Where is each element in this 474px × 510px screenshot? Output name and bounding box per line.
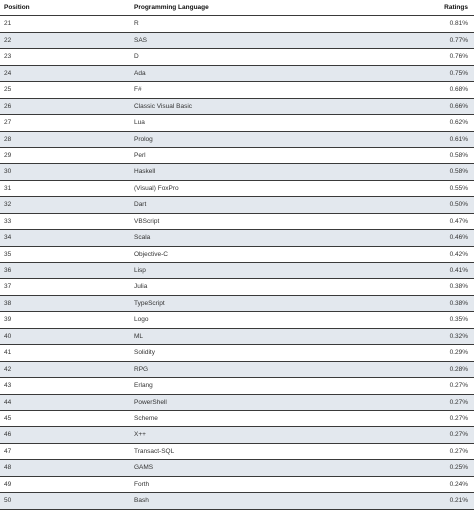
language-cell: Haskell bbox=[134, 164, 388, 180]
ratings-cell: 0.27% bbox=[388, 443, 474, 459]
position-cell: 36 bbox=[0, 263, 134, 279]
language-cell: Forth bbox=[134, 476, 388, 492]
position-cell: 31 bbox=[0, 180, 134, 196]
table-row bbox=[0, 180, 474, 196]
ratings-cell: 0.27% bbox=[388, 427, 474, 443]
position-cell: 49 bbox=[0, 476, 134, 492]
table-row bbox=[0, 98, 474, 114]
ratings-cell: 0.75% bbox=[388, 65, 474, 81]
ratings-cell: 0.61% bbox=[388, 131, 474, 147]
position-cell: 35 bbox=[0, 246, 134, 262]
position-cell: 45 bbox=[0, 410, 134, 426]
position-cell: 26 bbox=[0, 98, 134, 114]
ratings-cell: 0.27% bbox=[388, 378, 474, 394]
ratings-cell: 0.28% bbox=[388, 361, 474, 377]
ratings-cell: 0.77% bbox=[388, 32, 474, 48]
language-cell: TypeScript bbox=[134, 295, 388, 311]
language-cell: ML bbox=[134, 328, 388, 344]
language-cell: Scheme bbox=[134, 410, 388, 426]
position-cell: 22 bbox=[0, 32, 134, 48]
table-row bbox=[0, 49, 474, 65]
position-cell: 33 bbox=[0, 213, 134, 229]
table-row bbox=[0, 147, 474, 163]
ratings-cell: 0.58% bbox=[388, 164, 474, 180]
ratings-cell: 0.27% bbox=[388, 394, 474, 410]
language-cell: Classic Visual Basic bbox=[134, 98, 388, 114]
position-cell: 48 bbox=[0, 460, 134, 476]
position-cell: 46 bbox=[0, 427, 134, 443]
language-cell: GAMS bbox=[134, 460, 388, 476]
table-body bbox=[0, 16, 474, 509]
ratings-cell: 0.76% bbox=[388, 49, 474, 65]
language-cell: X++ bbox=[134, 427, 388, 443]
language-cell: Prolog bbox=[134, 131, 388, 147]
language-cell: Bash bbox=[134, 493, 388, 509]
position-cell: 25 bbox=[0, 82, 134, 98]
table-row bbox=[0, 213, 474, 229]
language-cell: Lisp bbox=[134, 263, 388, 279]
table-row bbox=[0, 131, 474, 147]
language-cell: Transact-SQL bbox=[134, 443, 388, 459]
position-cell: 42 bbox=[0, 361, 134, 377]
language-cell: Solidity bbox=[134, 345, 388, 361]
table-row bbox=[0, 197, 474, 213]
table-row bbox=[0, 493, 474, 509]
position-cell: 24 bbox=[0, 65, 134, 81]
table-row bbox=[0, 32, 474, 48]
ratings-cell: 0.35% bbox=[388, 312, 474, 328]
ratings-cell: 0.55% bbox=[388, 180, 474, 196]
table-row bbox=[0, 378, 474, 394]
table-row bbox=[0, 328, 474, 344]
table-row bbox=[0, 460, 474, 476]
language-cell: Lua bbox=[134, 115, 388, 131]
position-cell: 29 bbox=[0, 147, 134, 163]
ratings-cell: 0.38% bbox=[388, 295, 474, 311]
position-cell: 39 bbox=[0, 312, 134, 328]
position-cell: 37 bbox=[0, 279, 134, 295]
language-cell: Ada bbox=[134, 65, 388, 81]
language-cell: Dart bbox=[134, 197, 388, 213]
ratings-cell: 0.58% bbox=[388, 147, 474, 163]
language-cell: RPG bbox=[134, 361, 388, 377]
ratings-cell: 0.29% bbox=[388, 345, 474, 361]
position-cell: 47 bbox=[0, 443, 134, 459]
table-row bbox=[0, 16, 474, 32]
language-cell: Perl bbox=[134, 147, 388, 163]
table-row bbox=[0, 427, 474, 443]
ratings-cell: 0.68% bbox=[388, 82, 474, 98]
table-row bbox=[0, 279, 474, 295]
language-cell: SAS bbox=[134, 32, 388, 48]
position-cell: 32 bbox=[0, 197, 134, 213]
table-row bbox=[0, 410, 474, 426]
table-row bbox=[0, 361, 474, 377]
table-row bbox=[0, 443, 474, 459]
table-row bbox=[0, 312, 474, 328]
position-cell: 38 bbox=[0, 295, 134, 311]
table-row bbox=[0, 164, 474, 180]
position-cell: 41 bbox=[0, 345, 134, 361]
header-ratings[interactable]: Ratings bbox=[388, 0, 474, 16]
ratings-cell: 0.66% bbox=[388, 98, 474, 114]
table-header-row bbox=[0, 0, 474, 16]
position-cell: 21 bbox=[0, 16, 134, 32]
language-cell: Erlang bbox=[134, 378, 388, 394]
header-language[interactable]: Programming Language bbox=[134, 0, 388, 16]
position-cell: 44 bbox=[0, 394, 134, 410]
language-cell: Objective-C bbox=[134, 246, 388, 262]
language-cell: Scala bbox=[134, 230, 388, 246]
table-row bbox=[0, 230, 474, 246]
language-cell: D bbox=[134, 49, 388, 65]
ratings-cell: 0.27% bbox=[388, 410, 474, 426]
position-cell: 23 bbox=[0, 49, 134, 65]
language-cell: Julia bbox=[134, 279, 388, 295]
ratings-cell: 0.46% bbox=[388, 230, 474, 246]
table-row bbox=[0, 65, 474, 81]
ratings-cell: 0.24% bbox=[388, 476, 474, 492]
ratings-cell: 0.50% bbox=[388, 197, 474, 213]
ratings-cell: 0.81% bbox=[388, 16, 474, 32]
position-cell: 28 bbox=[0, 131, 134, 147]
table-row bbox=[0, 394, 474, 410]
table-row bbox=[0, 82, 474, 98]
language-cell: Logo bbox=[134, 312, 388, 328]
language-cell: (Visual) FoxPro bbox=[134, 180, 388, 196]
table-row bbox=[0, 115, 474, 131]
ratings-cell: 0.32% bbox=[388, 328, 474, 344]
ratings-cell: 0.25% bbox=[388, 460, 474, 476]
language-cell: R bbox=[134, 16, 388, 32]
ratings-cell: 0.62% bbox=[388, 115, 474, 131]
language-cell: F# bbox=[134, 82, 388, 98]
table-row bbox=[0, 345, 474, 361]
ratings-cell: 0.42% bbox=[388, 246, 474, 262]
table-row bbox=[0, 295, 474, 311]
ratings-cell: 0.41% bbox=[388, 263, 474, 279]
position-cell: 40 bbox=[0, 328, 134, 344]
language-cell: PowerShell bbox=[134, 394, 388, 410]
position-cell: 34 bbox=[0, 230, 134, 246]
ratings-cell: 0.47% bbox=[388, 213, 474, 229]
ratings-cell: 0.21% bbox=[388, 493, 474, 509]
ratings-cell: 0.38% bbox=[388, 279, 474, 295]
language-cell: VBScript bbox=[134, 213, 388, 229]
position-cell: 43 bbox=[0, 378, 134, 394]
position-cell: 27 bbox=[0, 115, 134, 131]
table-row bbox=[0, 246, 474, 262]
header-position[interactable]: Position bbox=[0, 0, 134, 16]
table-row bbox=[0, 263, 474, 279]
position-cell: 30 bbox=[0, 164, 134, 180]
position-cell: 50 bbox=[0, 493, 134, 509]
